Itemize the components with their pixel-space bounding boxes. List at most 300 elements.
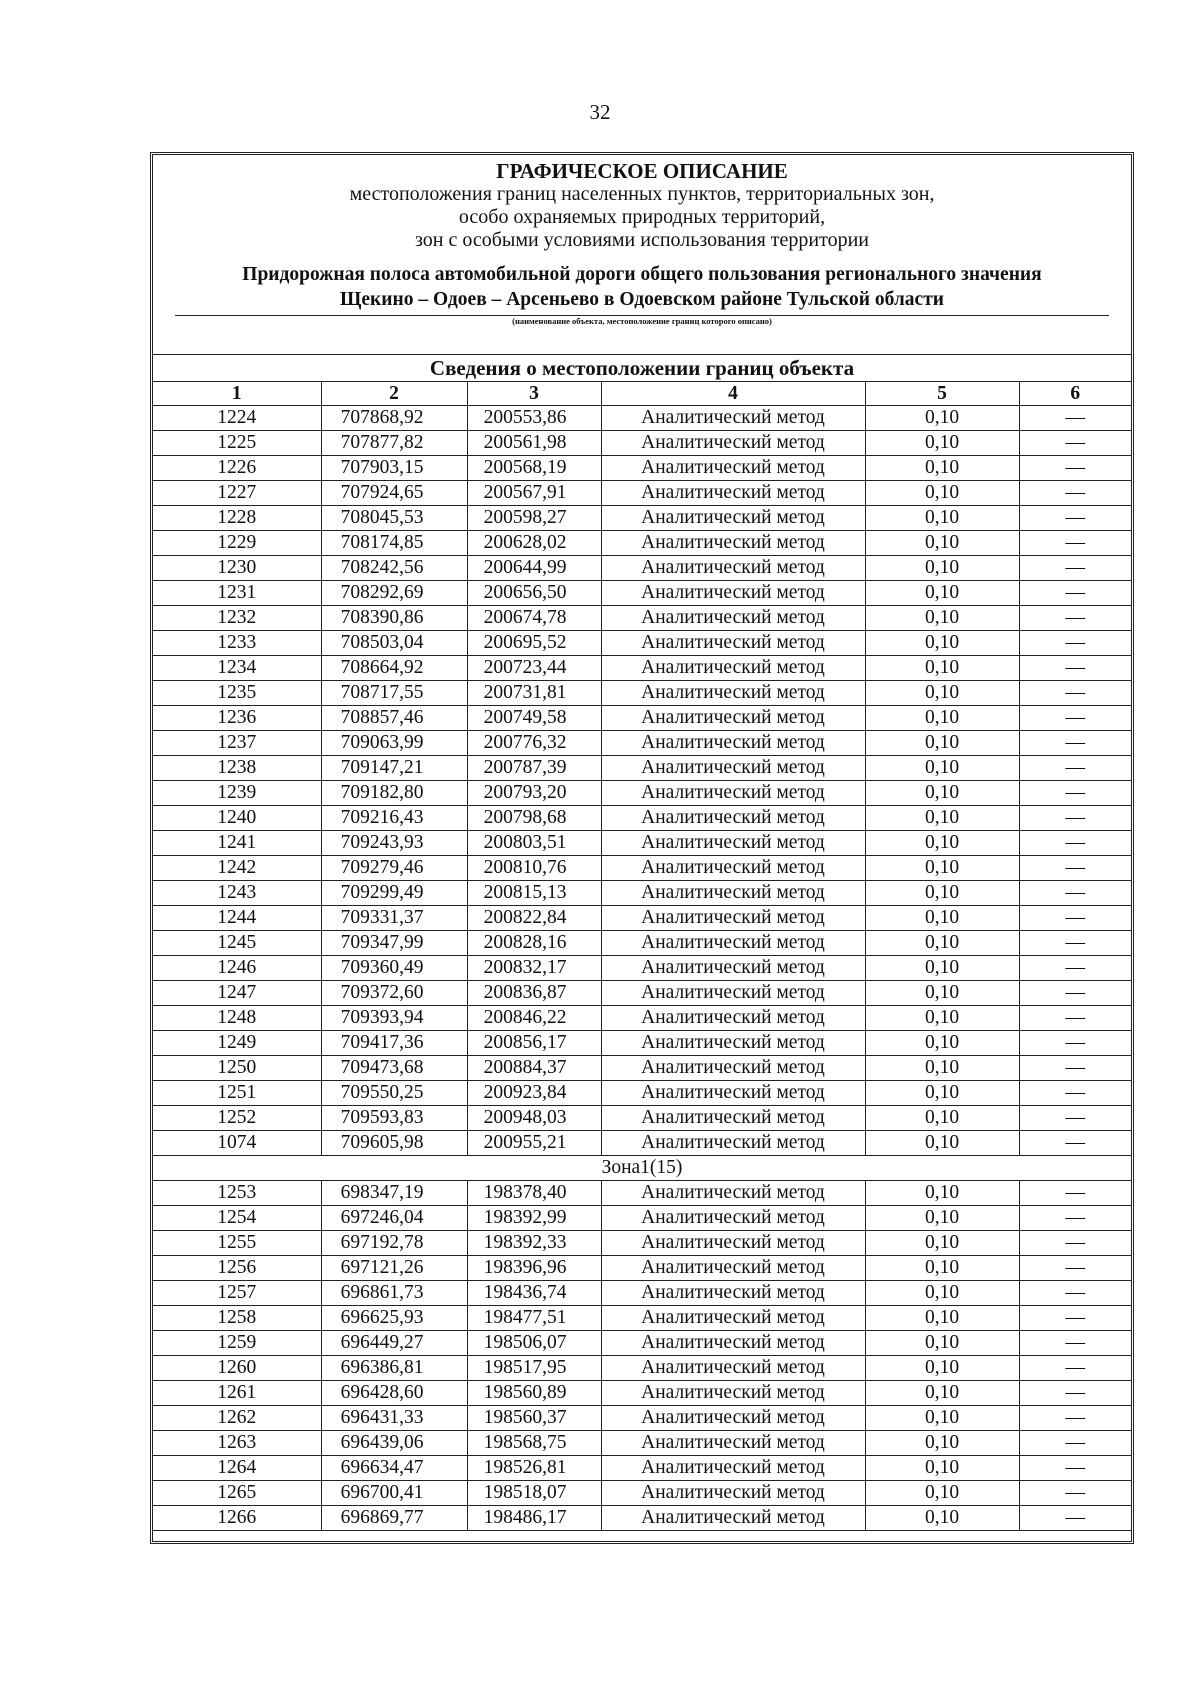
table-row <box>153 1206 1131 1231</box>
table-cell: 1229 <box>153 531 321 556</box>
table-cell: — <box>1019 1306 1131 1331</box>
table-row <box>153 506 1131 531</box>
table-cell: 1225 <box>153 431 321 456</box>
table-cell: 1252 <box>153 1106 321 1131</box>
table-cell: 1254 <box>153 1206 321 1231</box>
table-row <box>153 756 1131 781</box>
table-cell: 198568,75 <box>467 1431 601 1456</box>
table-cell: 1263 <box>153 1431 321 1456</box>
table-cell: 200787,39 <box>467 756 601 781</box>
table-cell: 200695,52 <box>467 631 601 656</box>
table-cell: 709550,25 <box>321 1081 467 1106</box>
table-cell: Аналитический метод <box>601 1131 865 1156</box>
table-cell: 1224 <box>153 406 321 431</box>
table-cell: 0,10 <box>865 956 1019 981</box>
table-cell: 200815,13 <box>467 881 601 906</box>
table-cell: 707868,92 <box>321 406 467 431</box>
table-cell: Аналитический метод <box>601 881 865 906</box>
table-cell: Аналитический метод <box>601 1331 865 1356</box>
table-row <box>153 1106 1131 1131</box>
table-row <box>153 1056 1131 1081</box>
table-cell: Аналитический метод <box>601 406 865 431</box>
table-cell: 1255 <box>153 1231 321 1256</box>
table-cell: — <box>1019 1131 1131 1156</box>
table-row <box>153 1456 1131 1481</box>
table-cell: 198392,99 <box>467 1206 601 1231</box>
table-cell: — <box>1019 706 1131 731</box>
table-cell: — <box>1019 481 1131 506</box>
table-cell: 200553,86 <box>467 406 601 431</box>
table-cell: 200674,78 <box>467 606 601 631</box>
table-cell: 200793,20 <box>467 781 601 806</box>
column-header: 5 <box>865 382 1019 406</box>
table-cell: 200828,16 <box>467 931 601 956</box>
table-cell: — <box>1019 1281 1131 1306</box>
table-cell: 1244 <box>153 906 321 931</box>
table-cell: Аналитический метод <box>601 431 865 456</box>
table-cell: 0,10 <box>865 506 1019 531</box>
table-cell: Аналитический метод <box>601 1381 865 1406</box>
table-cell: 0,10 <box>865 606 1019 631</box>
table-cell: Аналитический метод <box>601 681 865 706</box>
table-row <box>153 1481 1131 1506</box>
table-cell: Аналитический метод <box>601 931 865 956</box>
table-cell: 0,10 <box>865 531 1019 556</box>
table-cell: 0,10 <box>865 681 1019 706</box>
column-header: 3 <box>467 382 601 406</box>
table-cell: 200884,37 <box>467 1056 601 1081</box>
table-cell: — <box>1019 781 1131 806</box>
table-cell: 708045,53 <box>321 506 467 531</box>
table-cell: — <box>1019 806 1131 831</box>
table-cell: 1232 <box>153 606 321 631</box>
table-cell: — <box>1019 1331 1131 1356</box>
table-cell: — <box>1019 406 1131 431</box>
table-cell: — <box>1019 1481 1131 1506</box>
table-row <box>153 956 1131 981</box>
table-cell: 198526,81 <box>467 1456 601 1481</box>
table-cell: 709279,46 <box>321 856 467 881</box>
table-row <box>153 1131 1131 1156</box>
table-cell: 709605,98 <box>321 1131 467 1156</box>
table-row <box>153 1356 1131 1381</box>
table-cell: 0,10 <box>865 1331 1019 1356</box>
table-cell: 696700,41 <box>321 1481 467 1506</box>
table-cell: 0,10 <box>865 406 1019 431</box>
table-cell: 200776,32 <box>467 731 601 756</box>
table-cell: 707903,15 <box>321 456 467 481</box>
table-cell: Аналитический метод <box>601 806 865 831</box>
table-cell: 1240 <box>153 806 321 831</box>
table-cell: 0,10 <box>865 1006 1019 1031</box>
table-cell: 697246,04 <box>321 1206 467 1231</box>
zone-label: Зона1(15) <box>153 1156 1131 1181</box>
table-cell: 200567,91 <box>467 481 601 506</box>
table-cell: Аналитический метод <box>601 706 865 731</box>
table-cell: — <box>1019 1056 1131 1081</box>
table-cell: 709243,93 <box>321 831 467 856</box>
column-header: 2 <box>321 382 467 406</box>
page-number: 32 <box>589 100 611 124</box>
table-row <box>153 556 1131 581</box>
table-cell: 697121,26 <box>321 1256 467 1281</box>
table-row <box>153 1431 1131 1456</box>
table-cell: 0,10 <box>865 581 1019 606</box>
object-name-caption: (наименование объекта, местоположение границ которого описано) <box>512 316 772 326</box>
table-cell: 708292,69 <box>321 581 467 606</box>
table-cell: Аналитический метод <box>601 1281 865 1306</box>
table-cell: Аналитический метод <box>601 1231 865 1256</box>
table-cell: — <box>1019 556 1131 581</box>
table-cell: 709473,68 <box>321 1056 467 1081</box>
table-cell: — <box>1019 1256 1131 1281</box>
table-cell: — <box>1019 906 1131 931</box>
table-cell: 0,10 <box>865 1256 1019 1281</box>
table-row <box>153 1081 1131 1106</box>
table-row <box>153 706 1131 731</box>
table-row <box>153 431 1131 456</box>
table-cell: Аналитический метод <box>601 1031 865 1056</box>
table-cell: 1243 <box>153 881 321 906</box>
table-cell: — <box>1019 1181 1131 1206</box>
table-cell: 198506,07 <box>467 1331 601 1356</box>
table-cell: 709182,80 <box>321 781 467 806</box>
table-cell: 696431,33 <box>321 1406 467 1431</box>
table-row <box>153 406 1131 431</box>
table-cell: Аналитический метод <box>601 1006 865 1031</box>
table-cell: 708503,04 <box>321 631 467 656</box>
table-cell: 198392,33 <box>467 1231 601 1256</box>
zone-row <box>153 1156 1131 1181</box>
table-cell: 0,10 <box>865 556 1019 581</box>
table-cell: 200836,87 <box>467 981 601 1006</box>
table-cell: 708664,92 <box>321 656 467 681</box>
table-row <box>153 656 1131 681</box>
table-cell: 709347,99 <box>321 931 467 956</box>
table-cell: — <box>1019 681 1131 706</box>
table-cell: 1258 <box>153 1306 321 1331</box>
table-cell: 709147,21 <box>321 756 467 781</box>
table-cell: — <box>1019 731 1131 756</box>
table-cell: — <box>1019 981 1131 1006</box>
table-cell: Аналитический метод <box>601 981 865 1006</box>
table-cell: 200749,58 <box>467 706 601 731</box>
table-cell: 1074 <box>153 1131 321 1156</box>
table-cell: 1256 <box>153 1256 321 1281</box>
table-cell: 1227 <box>153 481 321 506</box>
table-cell: 0,10 <box>865 831 1019 856</box>
table-cell: 1261 <box>153 1381 321 1406</box>
table-cell: 709417,36 <box>321 1031 467 1056</box>
table-cell: 200803,51 <box>467 831 601 856</box>
table-row <box>153 1006 1131 1031</box>
table-cell: 0,10 <box>865 1281 1019 1306</box>
table-cell: 0,10 <box>865 1106 1019 1131</box>
table-cell: 198560,89 <box>467 1381 601 1406</box>
table-body <box>153 406 1131 1531</box>
table-cell: 696428,60 <box>321 1381 467 1406</box>
column-header: 6 <box>1019 382 1131 406</box>
table-cell: 1251 <box>153 1081 321 1106</box>
table-cell: 0,10 <box>865 1131 1019 1156</box>
table-cell: 708717,55 <box>321 681 467 706</box>
table-cell: — <box>1019 631 1131 656</box>
table-cell: 0,10 <box>865 806 1019 831</box>
table-cell: 709299,49 <box>321 881 467 906</box>
column-header: 4 <box>601 382 865 406</box>
table-cell: 200923,84 <box>467 1081 601 1106</box>
coordinates-table <box>153 381 1131 1531</box>
table-cell: 1234 <box>153 656 321 681</box>
table-row <box>153 1281 1131 1306</box>
table-cell: 200598,27 <box>467 506 601 531</box>
table-cell: 1233 <box>153 631 321 656</box>
table-cell: 198486,17 <box>467 1506 601 1531</box>
table-cell: — <box>1019 1081 1131 1106</box>
table-header-row <box>153 382 1131 406</box>
table-cell: 696625,93 <box>321 1306 467 1331</box>
table-cell: Аналитический метод <box>601 956 865 981</box>
table-cell: Аналитический метод <box>601 856 865 881</box>
table-cell: Аналитический метод <box>601 1306 865 1331</box>
table-cell: Аналитический метод <box>601 1356 865 1381</box>
table-row <box>153 456 1131 481</box>
table-cell: Аналитический метод <box>601 656 865 681</box>
table-cell: Аналитический метод <box>601 1056 865 1081</box>
table-cell: 0,10 <box>865 656 1019 681</box>
table-cell: 200731,81 <box>467 681 601 706</box>
table-cell: — <box>1019 1231 1131 1256</box>
table-cell: 709360,49 <box>321 956 467 981</box>
table-row <box>153 1506 1131 1531</box>
table-cell: 1248 <box>153 1006 321 1031</box>
object-name <box>153 262 1131 312</box>
table-cell: — <box>1019 756 1131 781</box>
table-row <box>153 856 1131 881</box>
table-cell: 198436,74 <box>467 1281 601 1306</box>
table-cell: 198378,40 <box>467 1181 601 1206</box>
table-cell: Аналитический метод <box>601 1406 865 1431</box>
table-cell: — <box>1019 931 1131 956</box>
column-header: 1 <box>153 382 321 406</box>
table-cell: 1253 <box>153 1181 321 1206</box>
table-cell: 0,10 <box>865 706 1019 731</box>
table-cell: — <box>1019 856 1131 881</box>
table-cell: 708390,86 <box>321 606 467 631</box>
table-cell: 1246 <box>153 956 321 981</box>
table-cell: Аналитический метод <box>601 1206 865 1231</box>
table-cell: 198518,07 <box>467 1481 601 1506</box>
table-cell: 200856,17 <box>467 1031 601 1056</box>
table-cell: 0,10 <box>865 481 1019 506</box>
table-cell: 709393,94 <box>321 1006 467 1031</box>
table-cell: 0,10 <box>865 881 1019 906</box>
table-cell: 0,10 <box>865 856 1019 881</box>
table-cell: Аналитический метод <box>601 1431 865 1456</box>
table-cell: 200656,50 <box>467 581 601 606</box>
table-cell: Аналитический метод <box>601 606 865 631</box>
table-cell: 0,10 <box>865 1431 1019 1456</box>
table-cell: 0,10 <box>865 1406 1019 1431</box>
description-line-2: особо охраняемых природных территорий, <box>458 206 826 228</box>
table-cell: Аналитический метод <box>601 831 865 856</box>
table-cell: — <box>1019 1106 1131 1131</box>
table-cell: 696861,73 <box>321 1281 467 1306</box>
table-cell: 1257 <box>153 1281 321 1306</box>
table-cell: 697192,78 <box>321 1231 467 1256</box>
table-cell: 0,10 <box>865 906 1019 931</box>
table-cell: 198517,95 <box>467 1356 601 1381</box>
table-cell: 200810,76 <box>467 856 601 881</box>
table-row <box>153 906 1131 931</box>
table-row <box>153 1181 1131 1206</box>
table-cell: — <box>1019 1431 1131 1456</box>
table-cell: 1247 <box>153 981 321 1006</box>
table-cell: 709372,60 <box>321 981 467 1006</box>
section-title: Сведения о местоположении границ объекта <box>153 354 1131 381</box>
table-cell: Аналитический метод <box>601 781 865 806</box>
table-cell: 200628,02 <box>467 531 601 556</box>
table-cell: — <box>1019 1031 1131 1056</box>
object-name-line-1: Придорожная полоса автомобильной дороги общего пользования регионального значения <box>242 264 1042 285</box>
table-cell: Аналитический метод <box>601 581 865 606</box>
table-cell: Аналитический метод <box>601 1106 865 1131</box>
table-cell: 0,10 <box>865 731 1019 756</box>
table-cell: — <box>1019 1456 1131 1481</box>
table-cell: Аналитический метод <box>601 731 865 756</box>
table-row <box>153 1406 1131 1431</box>
table-cell: Аналитический метод <box>601 631 865 656</box>
table-row <box>153 581 1131 606</box>
table-cell: — <box>1019 456 1131 481</box>
table-cell: 709331,37 <box>321 906 467 931</box>
table-cell: 1266 <box>153 1506 321 1531</box>
table-cell: Аналитический метод <box>601 456 865 481</box>
table-cell: 1264 <box>153 1456 321 1481</box>
table-cell: 0,10 <box>865 1231 1019 1256</box>
table-cell: 0,10 <box>865 1081 1019 1106</box>
table-cell: 1239 <box>153 781 321 806</box>
table-cell: — <box>1019 1006 1131 1031</box>
table-cell: Аналитический метод <box>601 1181 865 1206</box>
table-cell: 696449,27 <box>321 1331 467 1356</box>
table-cell: 0,10 <box>865 631 1019 656</box>
table-cell: 198396,96 <box>467 1256 601 1281</box>
table-row <box>153 806 1131 831</box>
table-cell: 709593,83 <box>321 1106 467 1131</box>
table-cell: 696386,81 <box>321 1356 467 1381</box>
table-row <box>153 981 1131 1006</box>
table-cell: 707877,82 <box>321 431 467 456</box>
table-cell: 696439,06 <box>321 1431 467 1456</box>
table-cell: 200822,84 <box>467 906 601 931</box>
table-cell: — <box>1019 1406 1131 1431</box>
table-cell: 200846,22 <box>467 1006 601 1031</box>
table-cell: 1242 <box>153 856 321 881</box>
table-cell: 1260 <box>153 1356 321 1381</box>
document-frame <box>150 152 1134 1544</box>
table-cell: — <box>1019 531 1131 556</box>
table-cell: 0,10 <box>865 1206 1019 1231</box>
table-cell: Аналитический метод <box>601 906 865 931</box>
table-row <box>153 681 1131 706</box>
table-cell: 200948,03 <box>467 1106 601 1131</box>
table-cell: 1226 <box>153 456 321 481</box>
table-row <box>153 731 1131 756</box>
table-cell: 1241 <box>153 831 321 856</box>
table-cell: — <box>1019 656 1131 681</box>
table-cell: Аналитический метод <box>601 531 865 556</box>
table-cell: — <box>1019 956 1131 981</box>
table-row <box>153 831 1131 856</box>
table-cell: 0,10 <box>865 431 1019 456</box>
table-cell: 0,10 <box>865 1356 1019 1381</box>
table-row <box>153 1381 1131 1406</box>
table-cell: 1235 <box>153 681 321 706</box>
table-cell: 1230 <box>153 556 321 581</box>
table-cell: 200644,99 <box>467 556 601 581</box>
table-cell: 0,10 <box>865 1181 1019 1206</box>
table-cell: 0,10 <box>865 1056 1019 1081</box>
table-cell: 707924,65 <box>321 481 467 506</box>
table-cell: 0,10 <box>865 981 1019 1006</box>
table-cell: 1231 <box>153 581 321 606</box>
table-cell: — <box>1019 431 1131 456</box>
table-row <box>153 481 1131 506</box>
table-row <box>153 881 1131 906</box>
table-cell: — <box>1019 881 1131 906</box>
table-cell: — <box>1019 831 1131 856</box>
table-row <box>153 1031 1131 1056</box>
document-header <box>153 155 1131 327</box>
table-cell: 200832,17 <box>467 956 601 981</box>
table-cell: Аналитический метод <box>601 1456 865 1481</box>
table-cell: 0,10 <box>865 1031 1019 1056</box>
table-cell: 200561,98 <box>467 431 601 456</box>
table-cell: — <box>1019 1381 1131 1406</box>
description-line-1: местоположения границ населенных пунктов, территориальных зон, <box>349 183 935 205</box>
table-cell: 708174,85 <box>321 531 467 556</box>
table-cell: 0,10 <box>865 1306 1019 1331</box>
table-row <box>153 606 1131 631</box>
table-cell: 1238 <box>153 756 321 781</box>
table-cell: 200723,44 <box>467 656 601 681</box>
document-title: ГРАФИЧЕСКОЕ ОПИСАНИЕ <box>496 159 788 183</box>
table-cell: Аналитический метод <box>601 756 865 781</box>
table-cell: — <box>1019 606 1131 631</box>
table-cell: 708242,56 <box>321 556 467 581</box>
table-cell: — <box>1019 506 1131 531</box>
table-cell: 200955,21 <box>467 1131 601 1156</box>
table-cell: 0,10 <box>865 456 1019 481</box>
table-row <box>153 931 1131 956</box>
table-cell: 708857,46 <box>321 706 467 731</box>
description-line-3: зон с особыми условиями использования территории <box>414 229 870 251</box>
table-cell: Аналитический метод <box>601 1481 865 1506</box>
table-cell: 1249 <box>153 1031 321 1056</box>
table-row <box>153 781 1131 806</box>
table-cell: 1237 <box>153 731 321 756</box>
table-cell: — <box>1019 1356 1131 1381</box>
table-cell: 696869,77 <box>321 1506 467 1531</box>
table-row <box>153 631 1131 656</box>
table-cell: 696634,47 <box>321 1456 467 1481</box>
table-cell: — <box>1019 1506 1131 1531</box>
table-cell: 1259 <box>153 1331 321 1356</box>
table-cell: Аналитический метод <box>601 1081 865 1106</box>
table-cell: 200568,19 <box>467 456 601 481</box>
table-cell: 0,10 <box>865 1381 1019 1406</box>
